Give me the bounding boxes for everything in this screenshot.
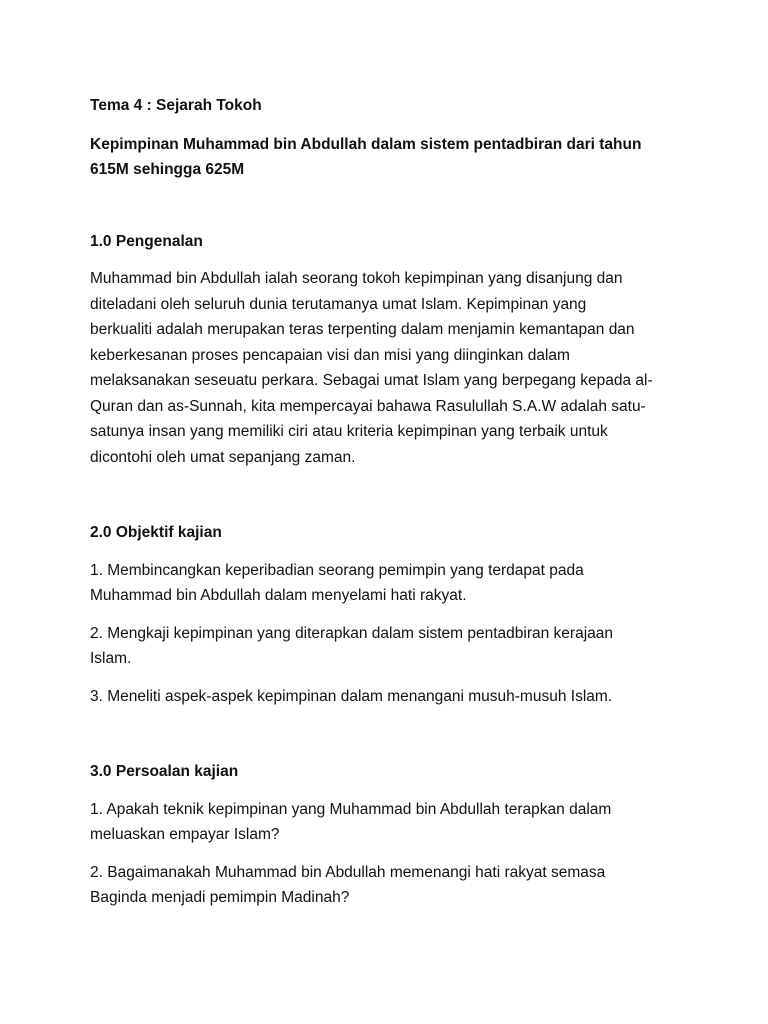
objective-item [90, 558, 680, 609]
document-title [90, 132, 680, 183]
paragraph-line: melaksanakan seseuatu perkara. Sebagai umat Islam yang berpegang kepada al- [90, 372, 653, 389]
question-line: Baginda menjadi pemimpin Madinah? [90, 889, 350, 906]
title-line: Kepimpinan Muhammad bin Abdullah dalam sistem pentadbiran dari tahun [90, 135, 642, 153]
theme-heading [90, 93, 680, 119]
paragraph-line: berkualiti adalah merupakan teras terpenting dalam menjamin kemantapan dan [90, 321, 635, 338]
objective-line: 1. Membincangkan keperibadian seorang pemimpin yang terdapat pada [90, 561, 584, 579]
paragraph-line: Quran dan as-Sunnah, kita mempercayai bahawa Rasulullah S.A.W adalah satu- [90, 397, 646, 415]
objective-line: 2. Mengkaji kepimpinan yang diterapkan dalam sistem pentadbiran kerajaan [90, 624, 614, 642]
theme-text: Tema 4 : Sejarah Tokoh [90, 97, 262, 114]
paragraph-line: keberkesanan proses pencapaian visi dan misi yang diinginkan dalam [90, 346, 570, 364]
question-item [90, 797, 680, 848]
paragraph-line: satunya insan yang memiliki ciri atau kriteria kepimpinan yang terbaik untuk [90, 423, 608, 440]
objective-line: Islam. [90, 650, 132, 667]
document-content [90, 93, 680, 923]
section-heading-text: 2.0 Objektif kajian [90, 524, 222, 541]
objective-line: 3. Meneliti aspek-aspek kepimpinan dalam menangani musuh-musuh Islam. [90, 687, 613, 705]
question-line: 2. Bagaimanakah Muhammad bin Abdullah memenangi hati rakyat semasa [90, 863, 606, 881]
question-line: meluaskan empayar Islam? [90, 826, 280, 843]
objective-line: Muhammad bin Abdullah dalam menyelami hati rakyat. [90, 587, 467, 604]
paragraph-line: dicontohi oleh umat sepanjang zaman. [90, 448, 356, 466]
section-heading-objectives [90, 520, 680, 546]
question-item [90, 860, 680, 911]
section-heading-introduction [90, 229, 680, 255]
section-heading-questions [90, 759, 680, 785]
title-line: 615M sehingga 625M [90, 161, 245, 178]
paragraph-line: diteladani oleh seluruh dunia terutamanya umat Islam. Kepimpinan yang [90, 295, 587, 313]
objective-item [90, 621, 680, 672]
introduction-paragraph [90, 266, 680, 470]
question-line: 1. Apakah teknik kepimpinan yang Muhammad bin Abdullah terapkan dalam [90, 800, 612, 818]
section-heading-text: 1.0 Pengenalan [90, 232, 203, 250]
paragraph-line: Muhammad bin Abdullah ialah seorang tokoh kepimpinan yang disanjung dan [90, 270, 623, 287]
section-heading-text: 3.0 Persoalan kajian [90, 763, 239, 780]
objective-item [90, 684, 680, 710]
